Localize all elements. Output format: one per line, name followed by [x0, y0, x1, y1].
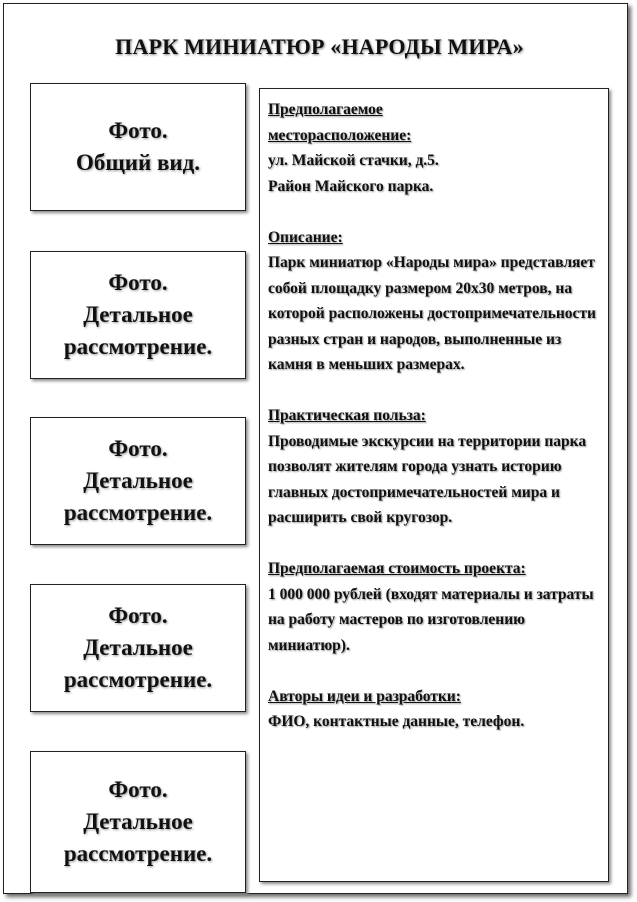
photo-placeholder-overview — [30, 83, 246, 211]
page-title: ПАРК МИНИАТЮР «НАРОДЫ МИРА» — [115, 34, 524, 59]
cost-heading: Предполагаемая стоимость проекта: — [268, 560, 526, 577]
cost-text: 1 000 000 рублей (входят материалы и затраты на работу мастеров по изготовлению миниатюр). — [268, 585, 594, 654]
authors-text: ФИО, контактные данные, телефон. — [268, 713, 525, 730]
photo-label: Фото. Детальное рассмотрение. — [63, 270, 213, 359]
about-heading: Описание: — [268, 228, 343, 246]
photo-label: Фото. Детальное рассмотрение. — [63, 436, 213, 525]
photo-label: Фото. Детальное рассмотрение. — [63, 777, 213, 866]
authors-heading: Авторы идеи и разработки: — [268, 687, 461, 705]
description-panel — [259, 88, 609, 882]
about-section — [268, 225, 602, 378]
photo-label: Фото. Общий вид. — [75, 118, 201, 175]
authors-section — [268, 684, 602, 735]
photo-placeholder-detail — [30, 751, 246, 893]
project-card — [3, 3, 628, 894]
photo-label: Фото. Детальное рассмотрение. — [63, 603, 213, 692]
location-text: ул. Майской стачки, д.5. Район Майского парка. — [268, 152, 439, 195]
benefit-text: Проводимые экскурсии на территории парка позволят жителям города узнать историю главных достопримечательностей мира и расширить свой кругозор. — [268, 432, 587, 526]
cost-section — [268, 556, 602, 658]
location-section — [268, 97, 602, 199]
location-heading: Предполагаемое месторасположение: — [268, 101, 412, 144]
photo-placeholder-detail — [30, 417, 246, 545]
benefit-heading: Практическая польза: — [268, 407, 426, 424]
benefit-section — [268, 403, 602, 531]
about-text: Парк миниатюр «Народы мира» представляет собой площадку размером 20х30 метров, на которой расположены достопримечательности разных стран и народов, выполненные из камня в меньших размерах. — [268, 254, 596, 373]
photo-placeholder-detail — [30, 251, 246, 379]
photo-placeholder-detail — [30, 584, 246, 712]
